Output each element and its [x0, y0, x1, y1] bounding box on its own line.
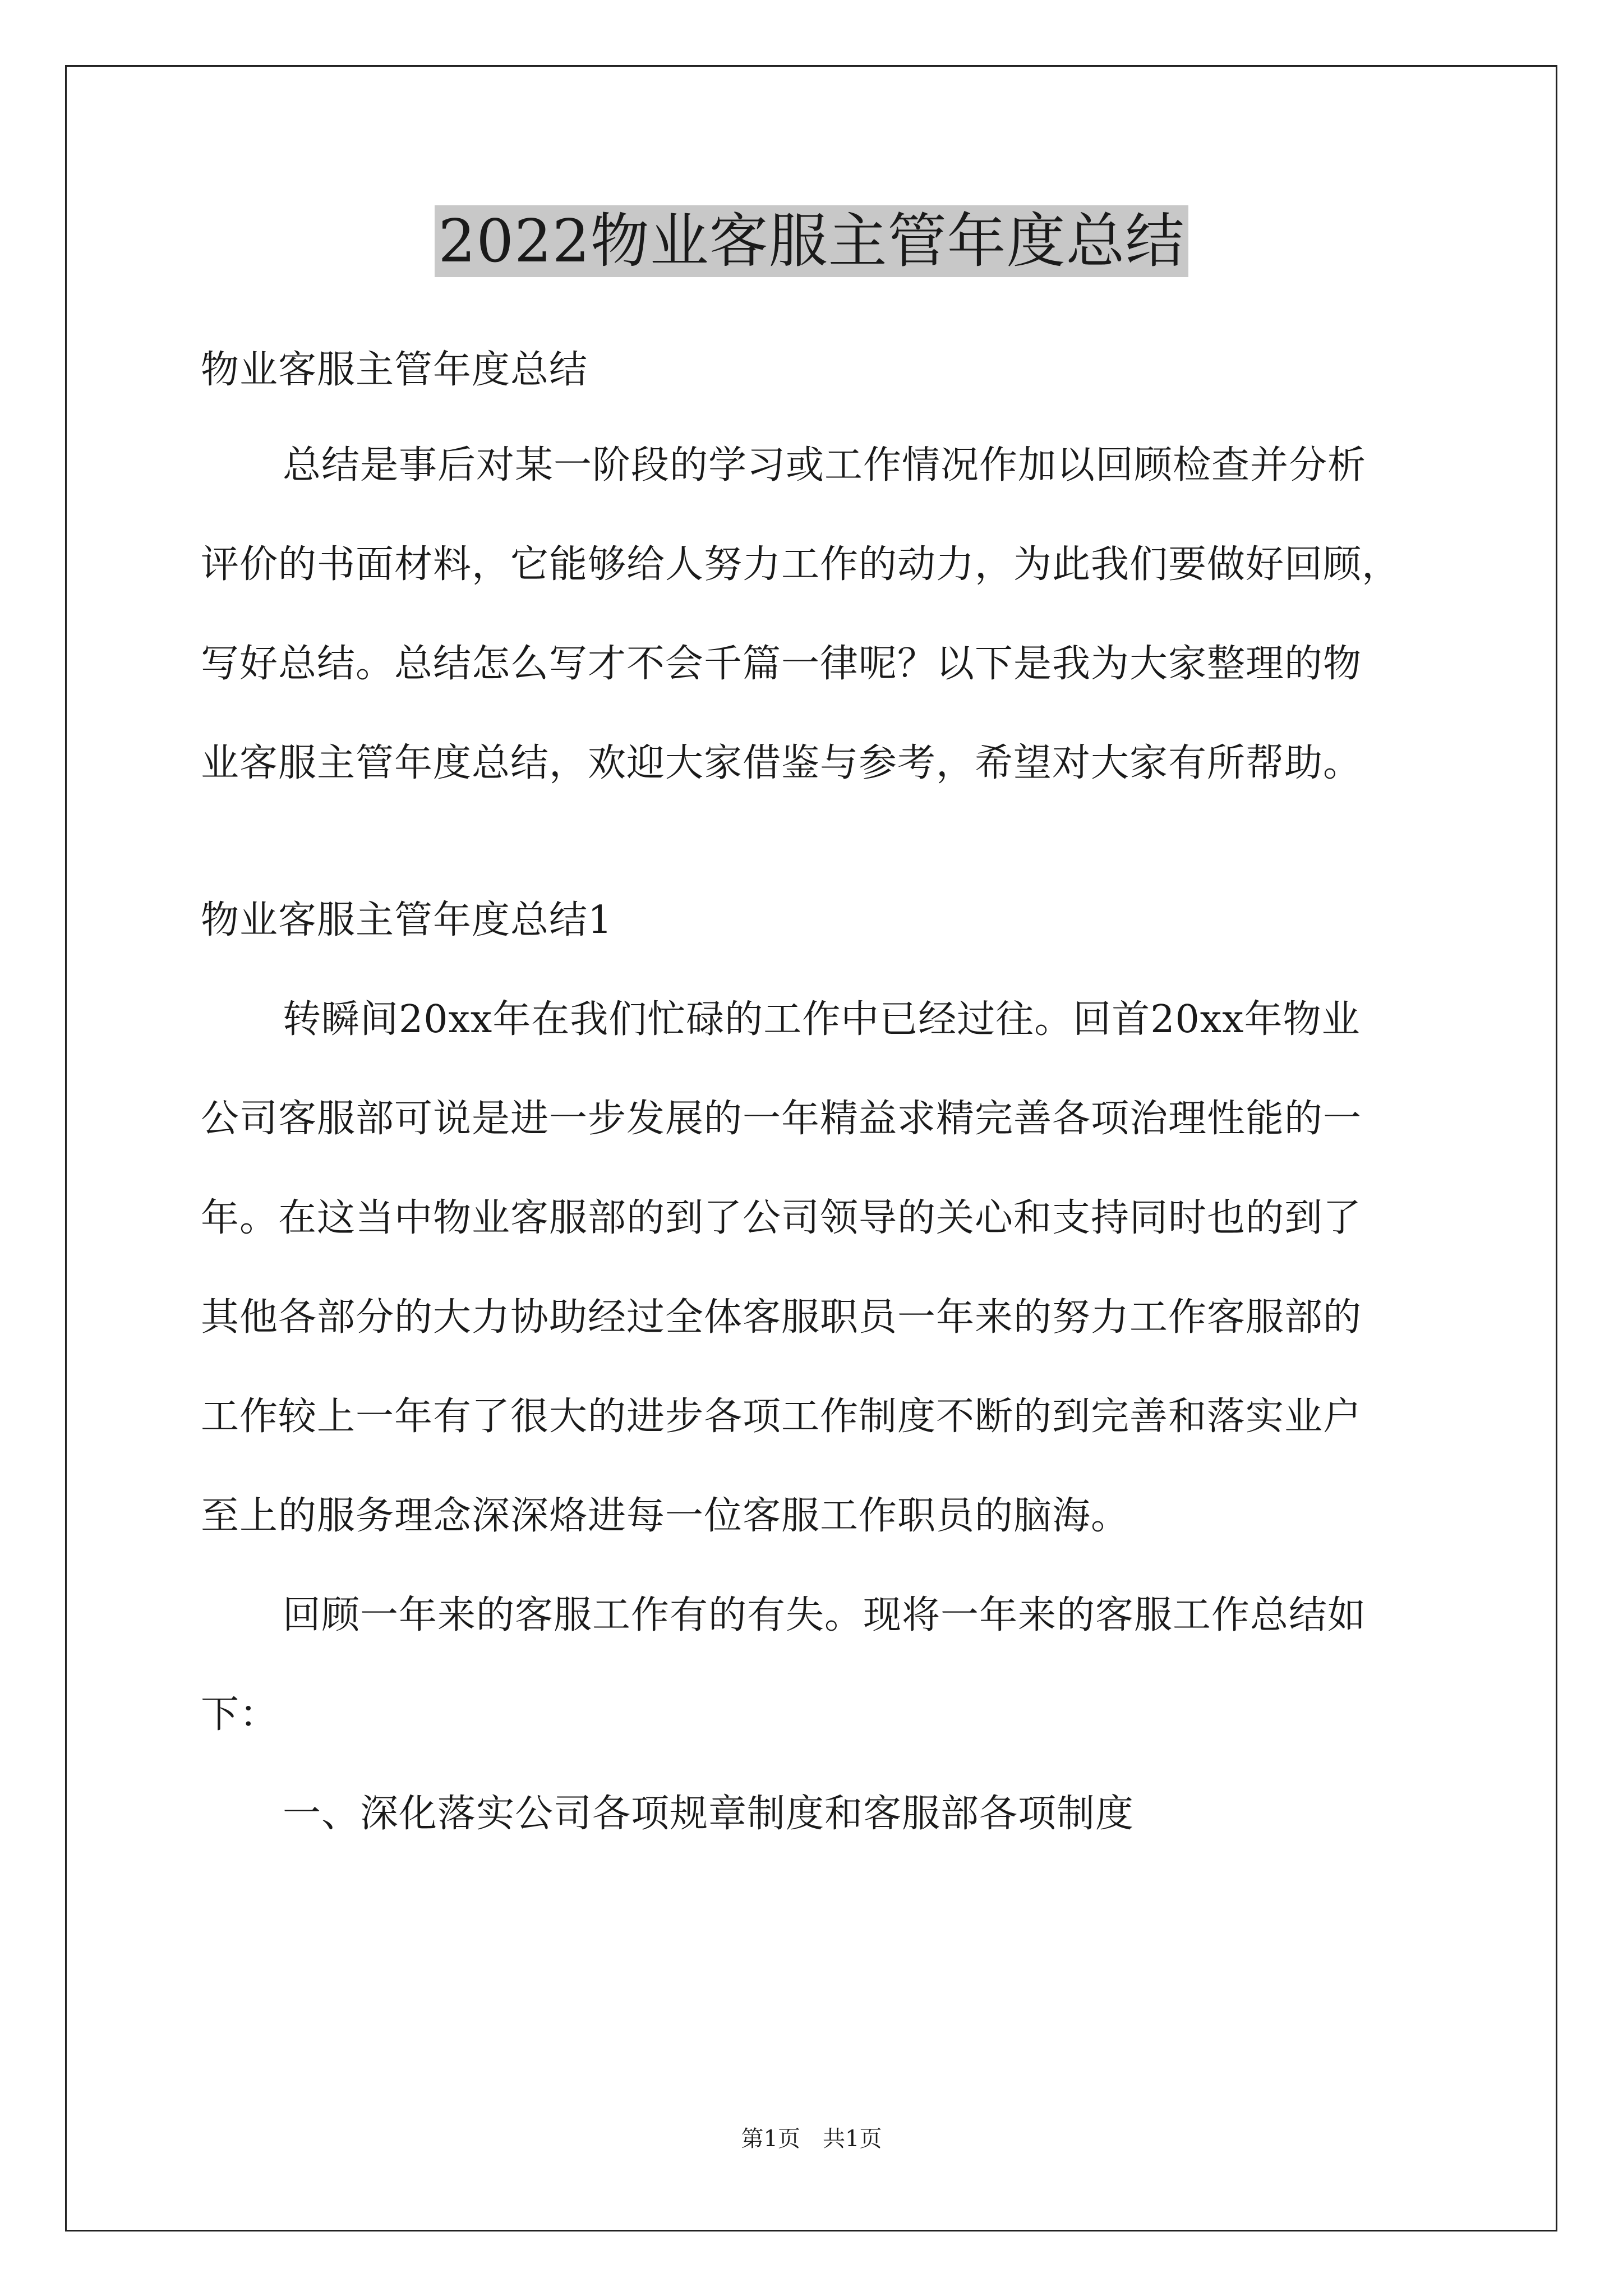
document-title: 2022物业客服主管年度总结 [435, 205, 1188, 277]
subtitle: 物业客服主管年度总结 [201, 348, 588, 392]
title-container [0, 205, 1623, 277]
paragraph-line: 年。在这当中物业客服部的到了公司领导的关心和支持同时也的到了 [201, 1196, 1362, 1240]
paragraph-line: 回顾一年来的客服工作有的有失。现将一年来的客服工作总结如 [283, 1593, 1367, 1637]
intro-line: 写好总结。总结怎么写才不会千篇一律呢？以下是我为大家整理的物 [201, 642, 1362, 686]
paragraph-line: 至上的服务理念深深烙进每一位客服工作职员的脑海。 [201, 1494, 1130, 1538]
list-item-heading: 一、深化落实公司各项规章制度和客服部各项制度 [283, 1792, 1135, 1836]
section-heading: 物业客服主管年度总结1 [201, 898, 613, 942]
paragraph-line: 下： [201, 1692, 279, 1737]
page-footer: 第1页 共1页 [741, 2126, 882, 2152]
paragraph-line: 工作较上一年有了很大的进步各项工作制度不断的到完善和落实业户 [201, 1395, 1362, 1439]
paragraph-line: 公司客服部可说是进一步发展的一年精益求精完善各项治理性能的一 [201, 1097, 1362, 1141]
document-body [201, 348, 1435, 1837]
paragraph-line: 转瞬间20xx年在我们忙碌的工作中已经过往。回首20xx年物业 [283, 997, 1361, 1042]
paragraph-line: 其他各部分的大力协助经过全体客服职员一年来的努力工作客服部的 [201, 1295, 1362, 1340]
intro-line: 评价的书面材料，它能够给人努力工作的动力，为此我们要做好回顾， [201, 542, 1401, 587]
intro-line: 总结是事后对某一阶段的学习或工作情况作加以回顾检查并分析 [283, 443, 1367, 487]
intro-line: 业客服主管年度总结，欢迎大家借鉴与参考，希望对大家有所帮助。 [201, 741, 1362, 785]
